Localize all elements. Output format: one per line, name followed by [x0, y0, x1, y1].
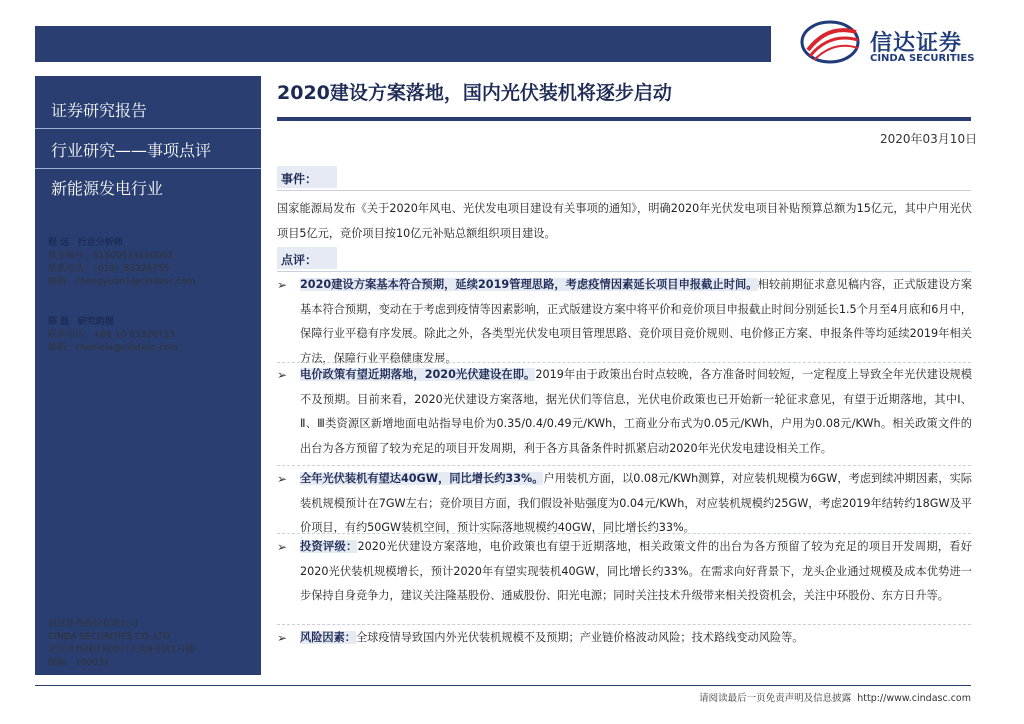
bullet-heading: 投资评级：: [300, 540, 358, 553]
bullet-body: 相较前期征求意见稿内容，正式版建设方案基本符合预期，变动在于考虑到疫情等因素影响，正式版建设方案中将平价和竞价项目申报截止时间分别延长1.5个月至4月底和6月中，保障行业平稳有序发展。除此之外，各类型光伏发电项目管理思路、竞价项目竞价规则、电价修正方案、申报条件等均延续2019年相关方法，保障行业平稳健康发展。: [300, 278, 972, 365]
footer-url-link[interactable]: http://www.cindasc.com: [857, 693, 971, 704]
footer-divider: [35, 685, 971, 686]
title-divider: [277, 117, 971, 121]
sidebar: [35, 76, 261, 675]
bullet-body: 全球疫情导致国内外光伏装机规模不及预期；产业链价格波动风险；技术路线变动风险等。: [355, 631, 804, 644]
bullet-body: 户用装机方面，以0.08元/KWh测算，对应装机规模为6GW，考虑到续冲期因素，实际装机规模预计在7GW左右；竞价项目方面，我们假设补贴强度为0.04元/KWh，对应装机规模约25GW，考虑2019年结转约18GW及平价项目，有约50GW装机空间，预计实际落地规模约40GW，同比增长约33%。: [300, 472, 972, 534]
sidebar-item-report-type: 证券研究报告: [51, 101, 148, 120]
comment-bullet-1: [300, 273, 972, 371]
sidebar-divider: [35, 128, 261, 129]
analyst-name: 陈 磊: [48, 317, 70, 327]
analyst-phone: 联系电话：+86 10 83326713: [48, 330, 175, 340]
brand-name-en: CINDA SECURITIES: [870, 53, 975, 64]
bullet-heading: 全年光伏装机有望达40GW，同比增长约33%。: [300, 472, 544, 485]
comments-label: 点评：: [281, 253, 318, 267]
analyst-2: [48, 316, 178, 355]
bullet-arrow-icon: ➢: [277, 472, 288, 486]
footer: [699, 690, 971, 704]
comment-bullet-3: [300, 467, 972, 541]
bullet-body: 2019年由于政策出台时点较晚，各方准备时间较短，一定程度上导致全年光伏建设规模不及预期。目前来看，2020光伏建设方案落地，据光伏们等信息，光伏电价政策也已开始新一轮征求意见，有望于近期落地，其中Ⅰ、Ⅱ、Ⅲ类资源区新增地面电站指导电价为0.35/0.4/0.49元/KWh，工商业分布式为0.05元/KWh，户用为0.08元/KWh。相关政策文件的出台为各方预留了较为充足的项目开发周期，利于各方具备条件时抓紧启动2020年光伏发电建设相关工作。: [300, 368, 972, 455]
bullet-arrow-icon: ➢: [277, 278, 288, 292]
company-name-en: CINDA SECURITIES CO.,LTD: [48, 632, 170, 642]
analyst-title: 行业分析师: [77, 238, 123, 248]
company-postcode: 邮编：100031: [48, 658, 110, 668]
comment-bullet-4: [300, 535, 972, 609]
event-label: 事件：: [281, 172, 318, 186]
bullet-heading: 电价政策有望近期落地，2020光伏建设在即。: [300, 368, 536, 381]
analyst-phone: 联系电话：（010）83326755: [48, 264, 170, 274]
footer-disclaimer: 请阅读最后一页免责声明及信息披露: [699, 693, 852, 704]
bullet-arrow-icon: ➢: [277, 540, 288, 554]
brand-name-cn: 信达证券: [870, 31, 963, 56]
analyst-email[interactable]: 邮箱：chengyuan1@cindasc.com: [48, 277, 196, 287]
bullet-arrow-icon: ➢: [277, 368, 288, 382]
analyst-name: 程 远: [48, 238, 70, 248]
event-text: 国家能源局发布《关于2020年风电、光伏发电项目建设有关事项的通知》，明确2020年光伏发电项目补贴预算总额为15亿元，其中户用光伏项目5亿元，竞价项目按10亿元补贴总额组织项目建设。: [277, 202, 972, 240]
comments-divider: [277, 271, 971, 272]
company-name-cn: 信达证券股份有限公司: [48, 619, 139, 629]
event-divider: [277, 190, 971, 191]
company-address: 北京市西城区闹市口大街9号院1号楼: [48, 645, 195, 655]
bullet-arrow-icon: ➢: [277, 631, 288, 645]
analyst-title: 研究助理: [77, 317, 114, 327]
analyst-1: [48, 237, 196, 289]
sidebar-item-report-category: 行业研究——事项点评: [51, 141, 212, 160]
sidebar-divider: [35, 168, 261, 169]
cinda-logo-icon: [800, 20, 864, 64]
bullet-heading: 2020建设方案基本符合预期，延续2019管理思路，考虑疫情因素延长项目申报截止时间。: [300, 278, 758, 291]
company-info: [48, 618, 194, 670]
comment-bullet-5: [300, 626, 972, 651]
bullet-heading: 风险因素：: [300, 631, 356, 644]
top-banner: [35, 26, 771, 62]
company-logo: [800, 20, 990, 66]
page-title: 2020建设方案落地，国内光伏装机将逐步启动: [277, 82, 672, 104]
comment-bullet-2: [300, 363, 972, 461]
analyst-email[interactable]: 邮箱：chenleia@cindasc.com: [48, 343, 179, 353]
sidebar-item-industry: 新能源发电行业: [51, 179, 164, 198]
report-date: 2020年03月10日: [880, 132, 978, 146]
bullet-body: 2020光伏建设方案落地，电价政策也有望于近期落地，相关政策文件的出台为各方预留了较为充足的项目开发周期，看好2020光伏装机规模增长，预计2020年有望实现装机40GW，同比增长约33%。在需求向好背景下，龙头企业通过规模及成本优势进一步保持自身竞争力，建议关注隆基股份、通威股份、阳光电源；同时关注技术升级带来相关投资机会，关注中环股份、东方日升等。: [300, 540, 972, 602]
analyst-license: 执业编号：S1500519100002: [48, 251, 174, 261]
